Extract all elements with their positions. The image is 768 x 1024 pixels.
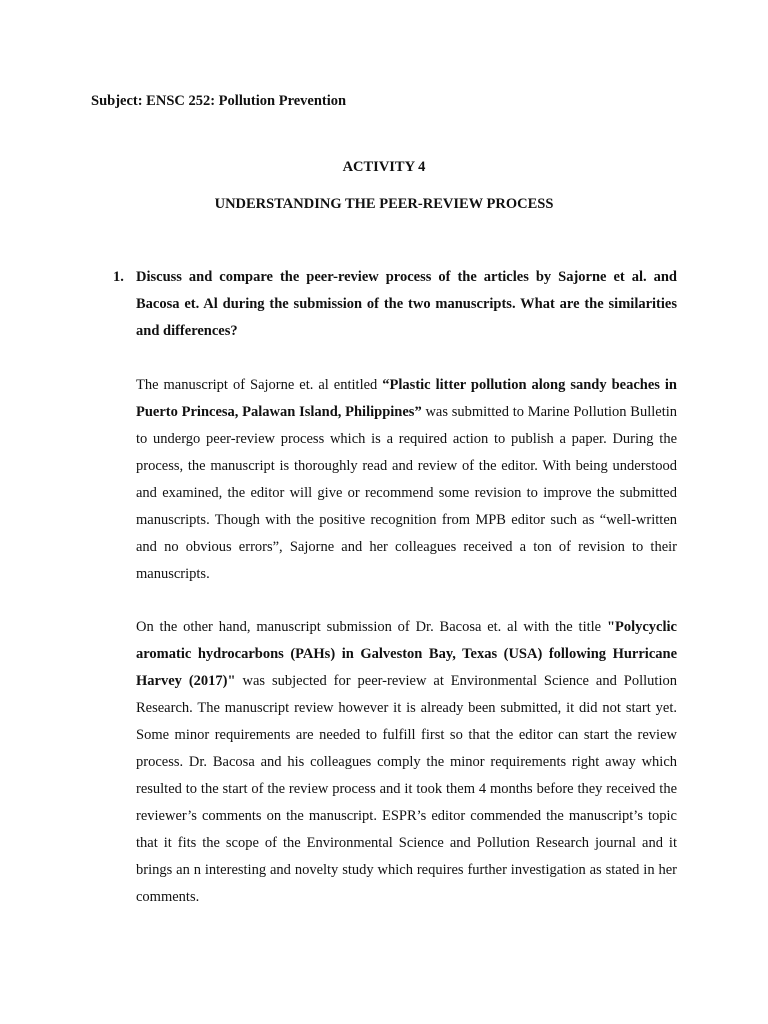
paragraph-text: On the other hand, manuscript submission of Dr. Bacosa et. al with the title [136, 619, 607, 635]
answer-paragraph-1 [136, 372, 677, 588]
paragraph-text: The manuscript of Sajorne et. al entitled [136, 377, 383, 393]
paragraph-text: was subjected for peer-review at Environmental Science and Pollution Research. The manuscript review however it is already been submitted, it did not start yet. Some minor requirements are needed to fulfill first so that the editor can start the review process. Dr. Bacosa and his colleagues comply the minor requirements right away which resulted to the start of the review process and it took them 4 months before they received the reviewer’s comments on the manuscript. ESPR’s editor commended the manuscript’s topic that it fits the scope of the Environmental Science and Pollution Research journal and it brings an n interesting and novelty study which requires further investigation as stated in her comments. [136, 673, 677, 905]
answer-paragraph-2 [136, 614, 677, 911]
article-title-bacosa: "Polycyclic aromatic hydrocarbons (PAHs) in Galveston Bay, Texas (USA) following Hurricane Harvey (2017)" [136, 619, 677, 689]
paragraph-text: was submitted to Marine Pollution Bulletin to undergo peer-review process which is a required action to publish a paper. During the process, the manuscript is thoroughly read and review of the editor. With being understood and examined, the editor will give or recommend some revision to improve the submitted manuscripts. Though with the positive recognition from MPB editor such as “well-written and no obvious errors”, Sajorne and her colleagues received a ton of revision to their manuscripts. [136, 404, 677, 582]
question-number: 1. [113, 269, 124, 285]
activity-title: ACTIVITY 4 [342, 159, 426, 175]
subject-line: Subject: ENSC 252: Pollution Prevention [91, 93, 347, 109]
question-text: Discuss and compare the peer-review process of the articles by Sajorne et al. and Bacosa et. Al during the submission of the two manuscripts. What are the similarities and differences? [136, 269, 677, 339]
article-title-sajorne: “Plastic litter pollution along sandy beaches in Puerto Princesa, Palawan Island, Philippines” [136, 377, 677, 420]
document-heading: UNDERSTANDING THE PEER-REVIEW PROCESS [214, 196, 554, 212]
